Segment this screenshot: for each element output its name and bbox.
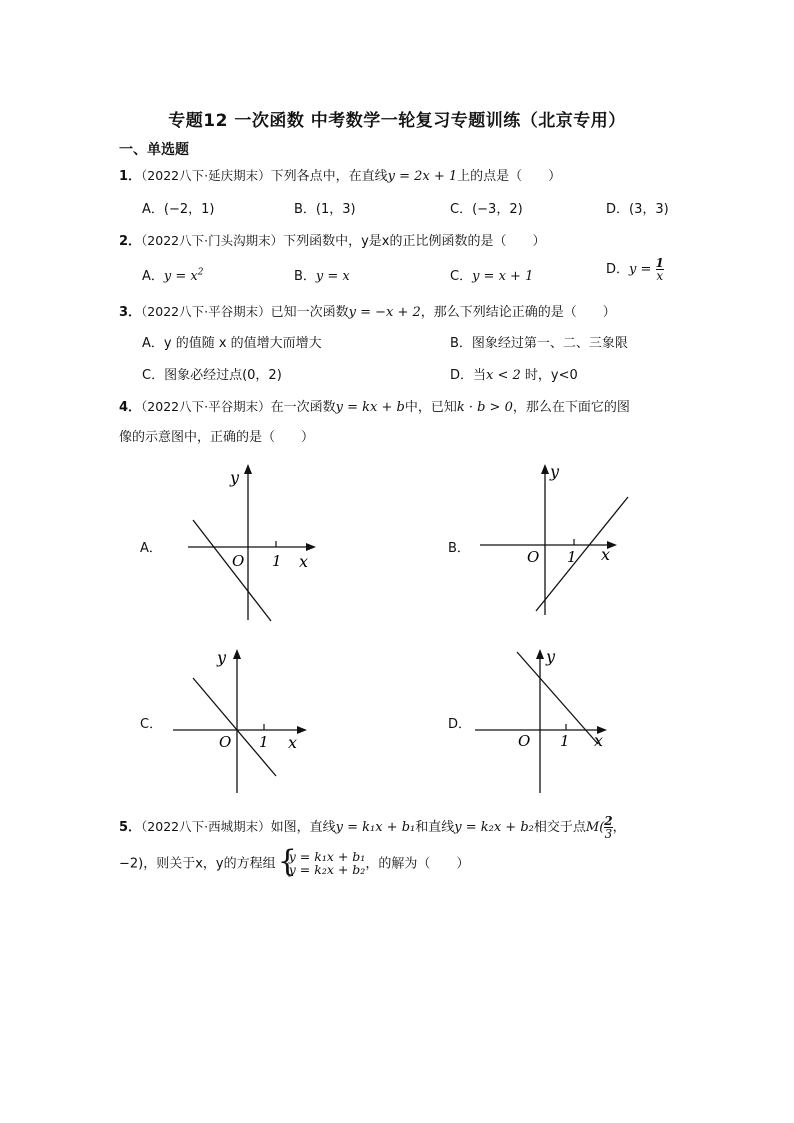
question-text: 在一次函数: [270, 400, 336, 415]
question-4-line-2: 像的示意图中，正确的是（ ）: [119, 430, 315, 445]
option-b[interactable]: B．图象经过第一、二、三象限: [450, 336, 628, 351]
y-axis-arrow-icon: [541, 464, 549, 474]
graph-label-d[interactable]: D．: [448, 717, 472, 732]
question-number: 5．: [119, 820, 142, 835]
fraction-denominator: x: [656, 269, 664, 283]
graph-d[interactable]: [470, 640, 640, 800]
question-source: （2022八下·延庆期末）: [141, 168, 271, 183]
question-text: ，: [612, 820, 626, 835]
option-b[interactable]: [294, 265, 350, 284]
y-axis-arrow-icon: [536, 649, 544, 659]
question-2: [119, 230, 545, 249]
question-text: 和直线: [415, 820, 455, 835]
math-expression: y = 2x + 1: [387, 169, 458, 184]
math-expression: y = x: [315, 269, 350, 284]
math-fraction: [604, 815, 612, 840]
fraction-numerator: 2: [604, 814, 613, 828]
option-c[interactable]: C．图象必经过点(0，2): [142, 368, 282, 383]
question-text: 下列各点中，在直线: [270, 169, 388, 184]
option-label: C．: [450, 269, 473, 284]
equation-row: y = k₂x + b₂: [288, 862, 366, 877]
option-label: B．: [294, 269, 316, 284]
math-expression: y =: [629, 262, 652, 277]
question-number: 4．: [119, 400, 142, 415]
option-a[interactable]: A．y 的值随 x 的值增大而增大: [142, 336, 322, 351]
math-expression: y = x: [163, 269, 198, 284]
option-text: 时，y<0: [520, 368, 578, 383]
question-5-line-2: [119, 844, 470, 879]
math-expression: y = k₂x + b₂: [454, 820, 534, 835]
graph-b[interactable]: [475, 455, 645, 630]
question-1: [119, 165, 561, 184]
tick-label: 1: [560, 732, 570, 750]
origin-label: O: [219, 733, 232, 751]
math-exponent: 2: [197, 267, 204, 278]
x-axis-arrow-icon: [306, 543, 316, 551]
question-source: （2022八下·平谷期末）: [141, 399, 271, 414]
question-source: （2022八下·平谷期末）: [141, 304, 271, 319]
question-text: ，的解为（ ）: [365, 856, 470, 872]
x-axis-label: x: [601, 545, 611, 564]
option-d[interactable]: [450, 364, 578, 383]
graph-label-a[interactable]: A．: [140, 541, 162, 556]
graph-label-b[interactable]: B．: [448, 541, 470, 556]
question-source: （2022八下·门头沟期末）: [141, 233, 284, 248]
option-label: A．: [142, 269, 164, 284]
y-axis-label: y: [217, 648, 227, 667]
tick-label: 1: [567, 548, 577, 566]
x-axis-label: x: [288, 733, 298, 752]
math-expression: y = k₁x + b₁: [335, 820, 416, 835]
option-c[interactable]: C．(−3，2): [450, 202, 523, 217]
function-line: [536, 497, 628, 611]
math-expression: y = −x + 2: [348, 305, 421, 320]
origin-label: O: [232, 552, 245, 570]
math-expression: x < 2: [486, 368, 521, 383]
option-c[interactable]: [450, 265, 533, 284]
graph-c[interactable]: [165, 640, 325, 800]
equation-system: [277, 844, 366, 879]
option-a[interactable]: [142, 265, 203, 284]
math-fraction: [656, 257, 664, 282]
question-text: 下列函数中，y是x的正比例函数的是（ ）: [283, 234, 546, 249]
tick-label: 1: [259, 733, 269, 751]
question-source: （2022八下·西城期末）: [141, 819, 271, 834]
graph-a[interactable]: [170, 455, 330, 630]
question-text: ，那么下列结论正确的是（ ）: [420, 305, 616, 320]
tick-label: 1: [272, 552, 282, 570]
option-d[interactable]: [606, 257, 664, 282]
math-expression: y = x + 1: [472, 269, 534, 284]
question-text: 如图，直线: [270, 820, 336, 835]
option-label: D．当: [450, 368, 487, 383]
point-label: M(: [585, 820, 605, 835]
equation-row: y = k₁x + b₁: [288, 849, 366, 864]
question-4: [119, 396, 630, 415]
x-axis-label: x: [299, 552, 309, 571]
brace-icon: {: [277, 844, 297, 879]
option-a[interactable]: A．(−2，1): [142, 202, 215, 217]
question-text: 中，已知: [404, 400, 457, 415]
y-axis-arrow-icon: [233, 649, 241, 659]
x-axis-arrow-icon: [297, 726, 307, 734]
y-axis-label: y: [546, 647, 556, 666]
y-axis-label: y: [550, 462, 560, 481]
question-3: [119, 301, 616, 320]
y-axis-arrow-icon: [244, 464, 252, 474]
y-axis-label: y: [230, 468, 240, 487]
math-expression: y = kx + b: [335, 400, 405, 415]
question-number: 3．: [119, 305, 142, 320]
question-text: 相交于点: [533, 820, 586, 835]
origin-label: O: [518, 732, 531, 750]
page-title: 专题12 一次函数 中考数学一轮复习专题训练（北京专用）: [168, 111, 626, 131]
question-text: −2)，则关于x，y的方程组: [119, 856, 276, 872]
question-5: [119, 815, 626, 840]
question-text: 上的点是（ ）: [457, 169, 562, 184]
option-b[interactable]: B．(1，3): [294, 202, 356, 217]
fraction-denominator: 3: [604, 827, 613, 841]
function-line: [193, 520, 271, 621]
question-text: ，那么在下面它的图: [512, 400, 630, 415]
option-d[interactable]: D．(3，3): [606, 202, 669, 217]
math-expression: k · b > 0: [456, 400, 513, 415]
fraction-numerator: 1: [655, 256, 664, 270]
question-text: 已知一次函数: [270, 305, 349, 320]
graph-label-c[interactable]: C．: [140, 717, 163, 732]
option-label: D．: [606, 262, 630, 277]
section-heading: 一、单选题: [119, 142, 189, 158]
question-number: 2．: [119, 234, 142, 249]
question-number: 1．: [119, 169, 142, 184]
x-axis-label: x: [594, 731, 604, 750]
origin-label: O: [527, 548, 540, 566]
